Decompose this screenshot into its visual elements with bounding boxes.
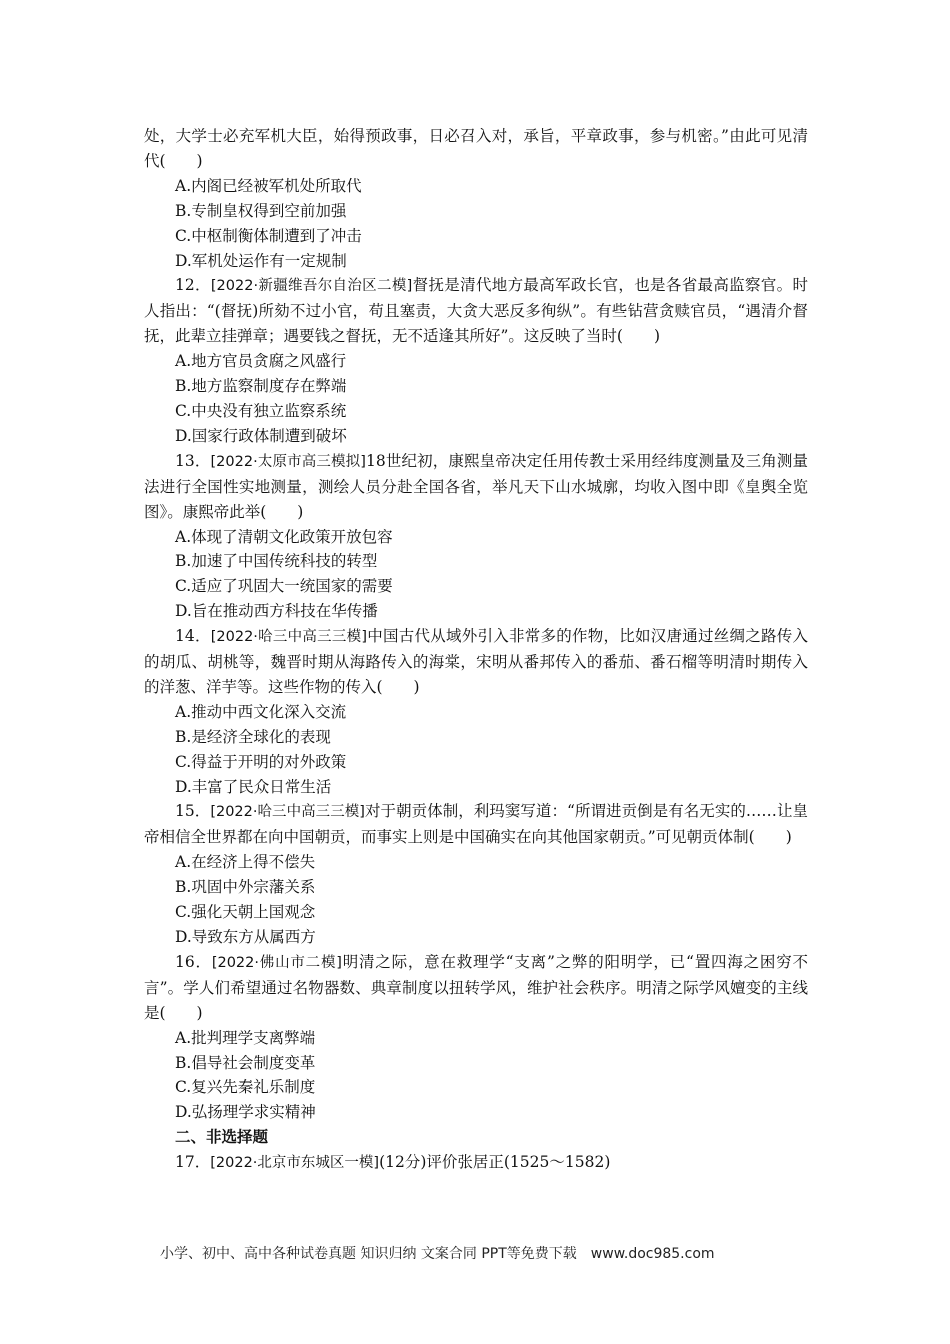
q11-option-b: B.专制皇权得到空前加强: [175, 201, 347, 220]
q15-option-c: C.强化天朝上国观念: [175, 903, 316, 922]
q15-source: [2022·哈三中高三三模]: [210, 804, 365, 821]
page-footer: [160, 1243, 800, 1263]
q13-stem: [144, 449, 808, 525]
q16-stem: [144, 950, 808, 1026]
q14-option-b: B.是经济全球化的表现: [175, 727, 331, 746]
q17-text: (12分)评价张居正(1525～1582): [379, 1153, 611, 1172]
q16-option-c: C.复兴先秦礼乐制度: [175, 1078, 316, 1097]
q13-text: 18世纪初，康熙皇帝决定任用传教士采用经纬度测量及三角测量法进行全国性实地测量，测绘人员分赴全国各省，举凡天下山水城廓，均收入图中即《皇舆全览图》。康熙帝此举( ): [144, 451, 808, 521]
q14-option-d: D.丰富了民众日常生活: [175, 777, 332, 796]
q13-option-d: D.旨在推动西方科技在华传播: [175, 602, 378, 621]
q16-option-b: B.倡导社会制度变革: [175, 1053, 316, 1072]
q14-text: 中国古代从域外引入非常多的作物，比如汉唐通过丝绸之路传入的胡瓜、胡桃等，魏晋时期从海路传入的海棠，宋明从番邦传入的番茄、番石榴等明清时期传入的洋葱、洋芋等。这些作物的传入( ): [144, 627, 808, 696]
q13-source: [2022·太原市高三模拟]: [210, 453, 366, 470]
q16-option-a: A.批判理学支离弊端: [175, 1028, 316, 1047]
q12-option-a: A.地方官员贪腐之风盛行: [175, 352, 347, 371]
q16-option-d: D.弘扬理学求实精神: [175, 1103, 316, 1122]
q17-stem: [144, 1150, 808, 1176]
q16-source: [2022·佛山市二模]: [211, 954, 342, 971]
q13-option-b: B.加速了中国传统科技的转型: [175, 552, 378, 571]
q14-number: 14．: [175, 627, 211, 646]
document-body: [144, 124, 808, 1176]
q16-number: 16．: [175, 952, 212, 971]
q15-number: 15．: [175, 802, 211, 821]
q11-option-a: A.内阁已经被军机处所取代: [175, 176, 362, 195]
q12-option-d: D.国家行政体制遭到破坏: [175, 426, 347, 445]
section-heading: 二、非选择题: [175, 1127, 269, 1147]
q11-stem-tail: 处，大学士必充军机大臣，始得预政事，日必召入对，承旨，平章政事，参与机密。”由此可见清代( ): [144, 127, 808, 170]
q14-source: [2022·哈三中高三三模]: [210, 629, 368, 646]
q14-stem: [144, 624, 808, 700]
q14-option-a: A.推动中西文化深入交流: [175, 702, 347, 721]
q12-option-b: B.地方监察制度存在弊端: [175, 377, 347, 396]
q15-text: 对于朝贡体制，利玛窦写道：“所谓进贡倒是有名无实的……让皇帝相信全世界都在向中国朝贡，而事实上则是中国确实在向其他国家朝贡。”可见朝贡体制( ): [144, 802, 808, 847]
q13-option-c: C.适应了巩固大一统国家的需要: [175, 577, 393, 596]
q17-source: [2022·北京市东城区一模]: [210, 1155, 380, 1172]
q12-stem: [144, 273, 808, 349]
q11-option-d: D.军机处运作有一定规制: [175, 251, 347, 270]
q17-number: 17．: [175, 1153, 211, 1172]
q15-option-b: B.巩固中外宗藩关系: [175, 878, 316, 897]
q15-stem: [144, 799, 808, 850]
q12-text: 督抚是清代地方最高军政长官，也是各省最高监察官。时人指出：“(督抚)所劾不过小官，苟且塞责，大贪大恶反多徇纵”。有些钻营贪赎官员，“遇清介督抚，此辈立挂弹章；遇要钱之督抚，无不适逢其所好”。这反映了当时( ): [144, 276, 808, 346]
q12-source: [2022·新疆维吾尔自治区二模]: [210, 278, 413, 295]
footer-site-link[interactable]: www.doc985.com: [590, 1246, 715, 1262]
q13-option-a: A.体现了清朝文化政策开放包容: [175, 527, 393, 546]
q15-option-d: D.导致东方从属西方: [175, 928, 316, 946]
q12-option-c: C.中央没有独立监察系统: [175, 401, 347, 420]
q15-option-a: A.在经济上得不偿失: [175, 853, 316, 872]
q14-option-c: C.得益于开明的对外政策: [175, 752, 347, 771]
q16-text: 明清之际，意在救理学“支离”之弊的阳明学，已“置四海之困穷不言”。学人们希望通过名物器数、典章制度以扭转学风，维护社会秩序。明清之际学风嬗变的主线是( ): [144, 952, 808, 1022]
footer-text: 小学、初中、高中各种试卷真题 知识归纳 文案合同 PPT等免费下载: [160, 1246, 577, 1262]
q12-number: 12．: [175, 276, 211, 295]
q11-option-c: C.中枢制衡体制遭到了冲击: [175, 226, 362, 245]
q13-number: 13．: [175, 451, 211, 470]
